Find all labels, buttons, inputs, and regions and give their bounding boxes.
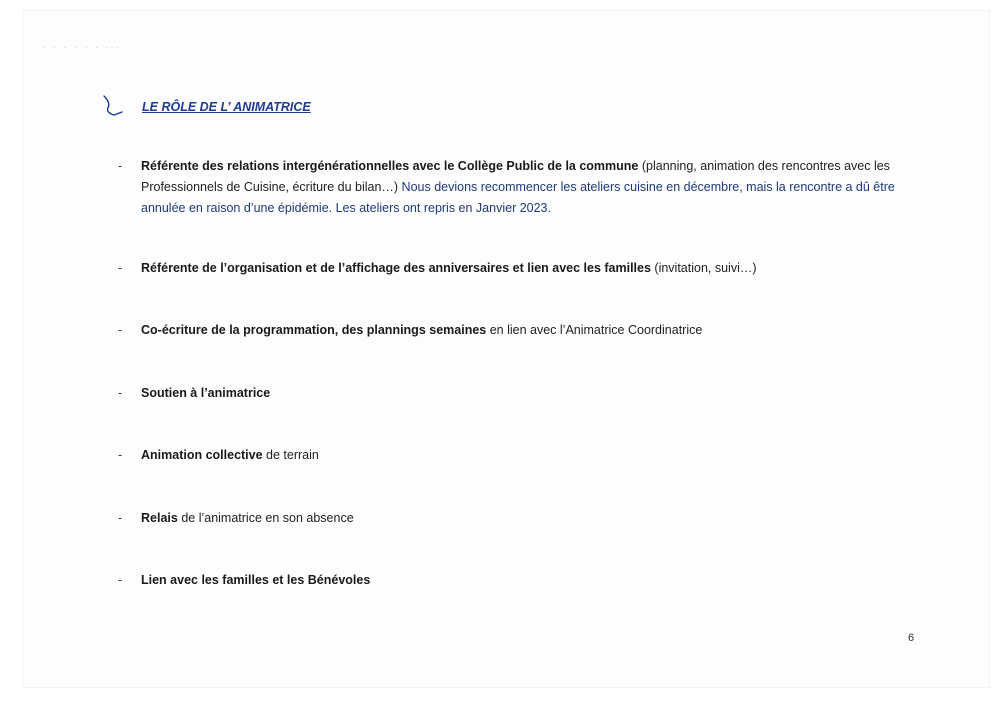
list-item — [118, 570, 911, 591]
curved-arrow-icon — [100, 94, 126, 120]
item-normal: (invitation, suivi…) — [650, 261, 757, 275]
item-bold: Relais — [141, 511, 178, 525]
heading-title: LE RÔLE DE L’ ANIMATRICE — [142, 100, 311, 114]
item-bold: Co-écriture de la programmation, des plannings semaines — [141, 323, 487, 337]
bullet-dash: - — [118, 448, 123, 462]
item-text — [141, 320, 911, 341]
item-text — [141, 570, 911, 591]
bullet-dash: - — [118, 261, 123, 275]
scan-dots: . . . . . . . . — [43, 41, 122, 50]
item-bold: Soutien à l’animatrice — [141, 386, 271, 400]
item-text — [141, 445, 911, 466]
item-bold: Référente des relations intergénérationnelles avec le Collège Public de la commune — [141, 159, 639, 173]
bullet-dash: - — [118, 323, 123, 337]
item-bold: Animation collective — [141, 448, 263, 462]
list-item — [118, 508, 911, 529]
item-text — [141, 508, 911, 529]
item-text — [141, 258, 911, 279]
list-item — [118, 320, 911, 341]
list-item — [118, 258, 911, 279]
item-text — [141, 383, 911, 404]
bullet-dash: - — [118, 386, 123, 400]
section-heading — [100, 94, 311, 120]
item-normal: en lien avec l’Animatrice Coordinatrice — [486, 323, 703, 337]
bullet-dash: - — [118, 573, 123, 587]
bullet-dash: - — [118, 511, 123, 525]
item-bold: Lien avec les familles et les Bénévoles — [141, 573, 371, 587]
list-item — [118, 445, 911, 466]
item-text — [141, 156, 911, 219]
item-note: Nous devions recommencer les ateliers cuisine en décembre, mais la rencontre a dû être annulée en raison d’une épidémie. Les ateliers ont repris en Janvier 2023. — [141, 180, 895, 215]
bullet-dash: - — [118, 159, 123, 173]
list-item — [118, 156, 911, 219]
item-normal: (planning, animation des rencontres avec les Professionnels de Cuisine, écriture du bilan…) — [141, 159, 890, 194]
page-number: 6 — [908, 632, 915, 644]
item-normal: de terrain — [262, 448, 319, 462]
list-item — [118, 383, 911, 404]
item-bold: Référente de l’organisation et de l’affichage des anniversaires et lien avec les familles — [141, 261, 651, 275]
item-normal: de l’animatrice en son absence — [177, 511, 354, 525]
